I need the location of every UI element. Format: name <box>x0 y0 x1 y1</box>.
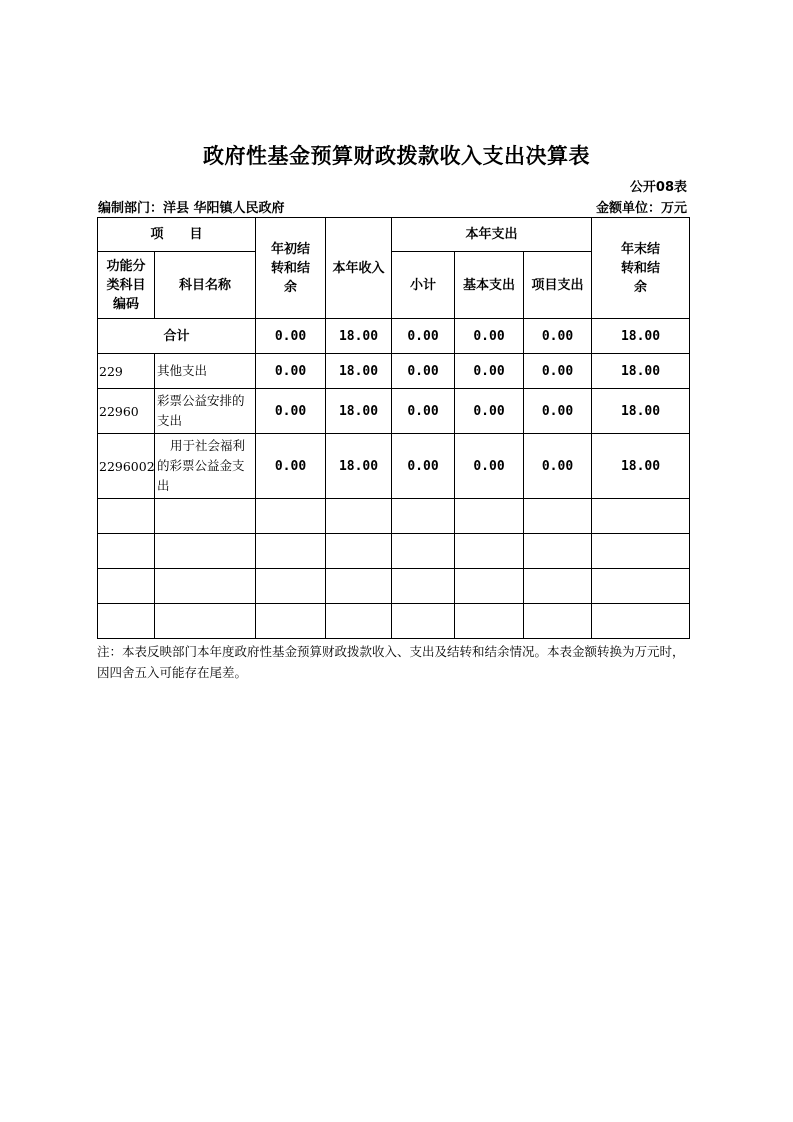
cell-end-balance: 18.00 <box>592 434 690 499</box>
cell-end-balance: 18.00 <box>592 354 690 389</box>
header-subject-name: 科目名称 <box>155 252 256 319</box>
cell-end-balance: 18.00 <box>592 389 690 434</box>
cell-project: 0.00 <box>524 319 592 354</box>
cell-basic: 0.00 <box>455 354 524 389</box>
cell-subtotal: 0.00 <box>392 319 455 354</box>
amount-unit: 金额单位：万元 <box>595 201 687 216</box>
cell-income: 18.00 <box>326 389 392 434</box>
cell-project: 0.00 <box>524 354 592 389</box>
empty-row <box>98 499 690 534</box>
header-begin-balance: 年初结转和结余 <box>256 218 326 319</box>
cell-begin-balance: 0.00 <box>256 389 326 434</box>
header-basic: 基本支出 <box>455 252 524 319</box>
compiling-department: 编制部门：洋县 华阳镇人民政府 <box>98 201 285 216</box>
cell-basic: 0.00 <box>455 389 524 434</box>
header-subtotal: 小计 <box>392 252 455 319</box>
cell-code: 22960 <box>98 389 155 434</box>
table-row <box>98 389 690 434</box>
empty-row <box>98 534 690 569</box>
cell-subtotal: 0.00 <box>392 354 455 389</box>
empty-row <box>98 569 690 604</box>
cell-income: 18.00 <box>326 319 392 354</box>
cell-name: 用于社会福利的彩票公益金支出 <box>155 434 256 499</box>
cell-subtotal: 0.00 <box>392 434 455 499</box>
header-project: 项目支出 <box>524 252 592 319</box>
budget-table <box>97 217 690 639</box>
header-income: 本年收入 <box>326 218 392 319</box>
empty-row <box>98 604 690 639</box>
footnote: 注：本表反映部门本年度政府性基金预算财政拨款收入、支出及结转和结余情况。本表金额转换为万元时，因四舍五入可能存在尾差。 <box>97 644 685 680</box>
cell-begin-balance: 0.00 <box>256 319 326 354</box>
cell-subtotal: 0.00 <box>392 389 455 434</box>
cell-name: 彩票公益安排的支出 <box>155 389 256 434</box>
cell-begin-balance: 0.00 <box>256 434 326 499</box>
cell-basic: 0.00 <box>455 319 524 354</box>
table-row <box>98 434 690 499</box>
total-row <box>98 319 690 354</box>
cell-code: 229 <box>98 354 155 389</box>
header-expense: 本年支出 <box>392 218 592 252</box>
table-row <box>98 354 690 389</box>
header-end-balance: 年末结转和结余 <box>592 218 690 319</box>
cell-income: 18.00 <box>326 354 392 389</box>
cell-name: 其他支出 <box>155 354 256 389</box>
cell-begin-balance: 0.00 <box>256 354 326 389</box>
cell-end-balance: 18.00 <box>592 319 690 354</box>
cell-project: 0.00 <box>524 389 592 434</box>
header-func-code: 功能分类科目编码 <box>98 252 155 319</box>
cell-project: 0.00 <box>524 434 592 499</box>
cell-code: 2296002 <box>98 434 155 499</box>
form-number: 公开08表 <box>629 180 687 195</box>
cell-income: 18.00 <box>326 434 392 499</box>
total-label: 合计 <box>98 319 256 354</box>
cell-basic: 0.00 <box>455 434 524 499</box>
header-item: 项 目 <box>98 218 256 252</box>
report-title: 政府性基金预算财政拨款收入支出决算表 <box>203 144 590 168</box>
